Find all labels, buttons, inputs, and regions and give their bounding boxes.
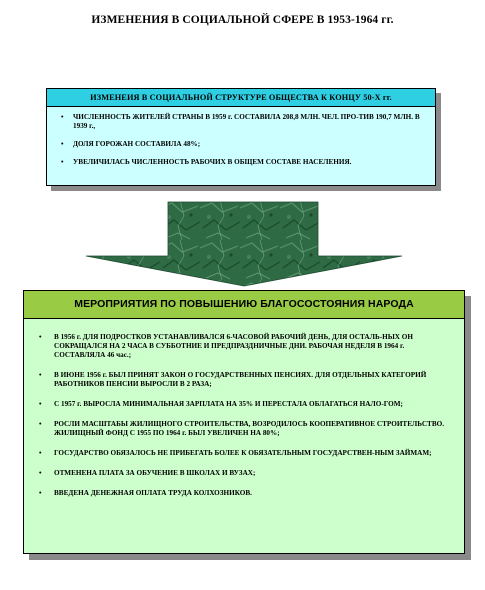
bullet-icon: • — [61, 158, 64, 166]
list-item — [39, 469, 454, 478]
bullet-icon: • — [39, 489, 42, 497]
bullet-icon: • — [39, 371, 42, 379]
arrow-shape — [86, 202, 402, 286]
list-item — [39, 400, 454, 409]
list-item — [39, 371, 454, 389]
list-item-text: ГОСУДАРСТВО ОБЯЗАЛОСЬ НЕ ПРИБЕГАТЬ БОЛЕЕ К ОБЯЗАТЕЛЬНЫМ ГОСУДАРСТВЕН-НЫМ ЗАЙМАМ; — [54, 449, 432, 457]
welfare-measures-box — [23, 290, 465, 554]
list-item-text: УВЕЛИЧИЛАСЬ ЧИСЛЕННОСТЬ РАБОЧИХ В ОБЩЕМ СОСТАВЕ НАСЕЛЕНИЯ. — [73, 158, 352, 166]
bullet-icon: • — [39, 420, 42, 428]
list-item-text: ЧИСЛЕННОСТЬ ЖИТЕЛЕЙ СТРАНЫ В 1959 г. СОСТАВИЛА 208,8 МЛН. ЧЕЛ. ПРО-ТИВ 190,7 МЛН. В 1939 г., — [73, 113, 420, 130]
list-item — [39, 489, 454, 498]
list-item-text: С 1957 г. ВЫРОСЛА МИНИМАЛЬНАЯ ЗАРПЛАТА НА 35% И ПЕРЕСТАЛА ОБЛАГАТЬСЯ НАЛО-ГОМ; — [54, 400, 403, 408]
page-title: ИЗМЕНЕНИЯ В СОЦИАЛЬНОЙ СФЕРЕ В 1953-1964 гг. — [91, 14, 394, 26]
bullet-icon: • — [39, 400, 42, 408]
list-item — [39, 333, 454, 360]
list-item — [39, 420, 454, 438]
list-item — [39, 449, 454, 458]
welfare-measures-panel — [23, 290, 465, 554]
bullet-icon: • — [39, 469, 42, 477]
bullet-icon: • — [39, 449, 42, 457]
bullet-icon: • — [61, 113, 64, 121]
list-item-text: ДОЛЯ ГОРОЖАН СОСТАВИЛА 48%; — [73, 140, 201, 148]
welfare-measures-list — [39, 333, 454, 509]
welfare-measures-header: МЕРОПРИЯТИЯ ПО ПОВЫШЕНИЮ БЛАГОСОСТОЯНИЯ НАРОДА — [24, 291, 464, 319]
list-item-text: ОТМЕНЕНА ПЛАТА ЗА ОБУЧЕНИЕ В ШКОЛАХ И ВУЗАХ; — [54, 469, 256, 477]
list-item-text: В 1956 г. ДЛЯ ПОДРОСТКОВ УСТАНАВЛИВАЛСЯ 6-ЧАСОВОЙ РАБОЧИЙ ДЕНЬ, ДЛЯ ОСТАЛЬ-НЫХ ОН СОКРАЩАЛСЯ НА 2 ЧАСА В СУББОТНИЕ И ПРЕДПРАЗДНИЧНЫЕ ДНИ. РАБОЧАЯ НЕДЕЛЯ В 1964 г. СОСТАВЛЯЛА 46 час.; — [54, 333, 413, 359]
bullet-icon: • — [61, 140, 64, 148]
list-item-text: РОСЛИ МАСШТАБЫ ЖИЛИЩНОГО СТРОИТЕЛЬСТВА, ВОЗРОДИЛОСЬ КООПЕРАТИВНОЕ СТРОИТЕЛЬСТВО. ЖИЛИЩНЫЙ ФОНД С 1955 ПО 1964 г. БЫЛ УВЕЛИЧЕН НА 80%; — [54, 420, 445, 437]
social-structure-header: ИЗМЕНЕИЯ В СОЦИАЛЬНОЙ СТРУКТУРЕ ОБЩЕСТВА К КОНЦУ 50-Х гг. — [47, 89, 435, 107]
list-item-text: В ИЮНЕ 1956 г. БЫЛ ПРИНЯТ ЗАКОН О ГОСУДАРСТВЕННЫХ ПЕНСИЯХ. ДЛЯ ОТДЕЛЬНЫХ КАТЕГОРИЙ РАБОТНИКОВ ПЕНСИИ ВЫРОСЛИ В 2 РАЗА; — [54, 371, 427, 388]
list-item-text: ВВЕДЕНА ДЕНЕЖНАЯ ОПЛАТА ТРУДА КОЛХОЗНИКОВ. — [54, 489, 252, 497]
bullet-icon: • — [39, 333, 42, 341]
